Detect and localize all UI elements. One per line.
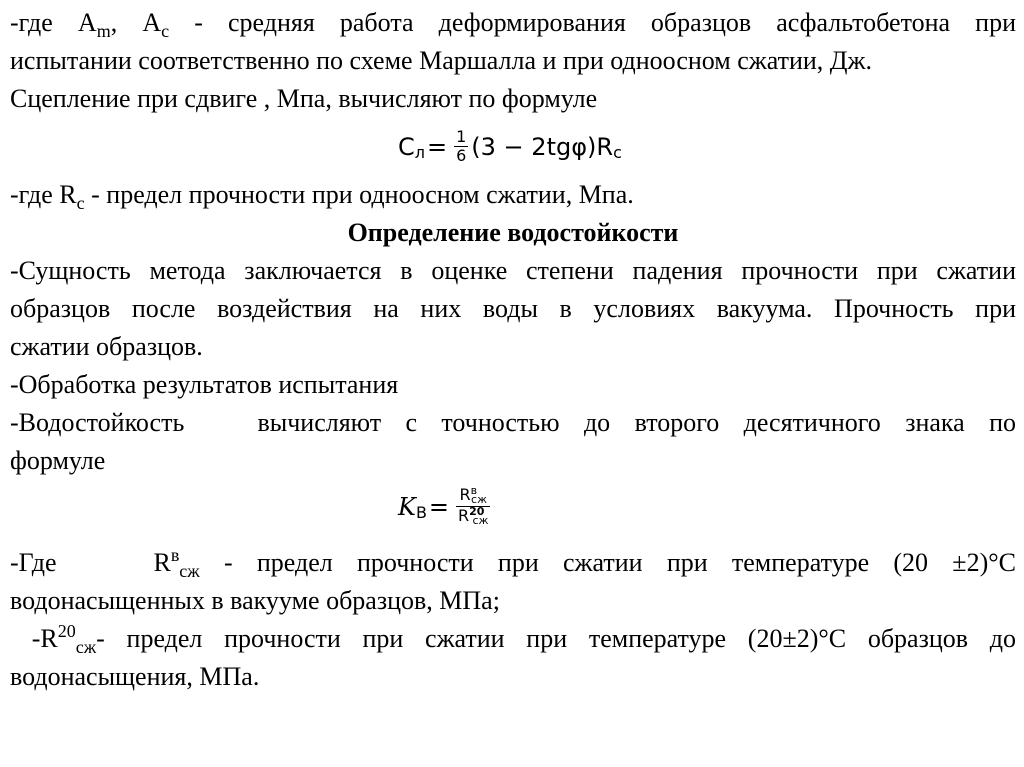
numerator-superscript: в	[470, 484, 478, 497]
subscript-c: c	[161, 21, 170, 41]
text-line-14: водонасыщения, МПа.	[10, 662, 260, 691]
text-line-4	[10, 176, 1016, 214]
formula-subscript: c	[613, 142, 622, 162]
text-line-8: -Обработка результатов испытания	[10, 370, 399, 399]
text-line-6: образцов после воздействия на них воды в условиях вакуума. Прочность при	[10, 294, 1016, 323]
text-line-2: испытании соответственно по схеме Маршалла и при одноосном сжатии, Дж.	[10, 46, 872, 75]
formula-cohesion	[10, 118, 1016, 176]
formula-symbol: C	[398, 132, 415, 161]
section-heading: Определение водостойкости	[347, 218, 679, 247]
superscript-v: в	[170, 545, 180, 565]
formula-cohesion-expression	[398, 128, 622, 165]
text-segment: -Где R	[10, 548, 171, 577]
formula-subscript: л	[414, 142, 425, 162]
text-segment: -R	[10, 624, 58, 653]
formula-rhs: (3 − 2tgφ)R	[471, 132, 614, 161]
formula-water-resistance	[10, 480, 1016, 544]
text-segment: - предел прочности при одноосном сжатии, Мпа.	[84, 180, 634, 209]
fraction-numerator	[457, 486, 489, 506]
formula-equals: =	[428, 492, 450, 521]
formula-fraction	[454, 128, 468, 165]
text-segment: - предел прочности при сжатии при температуре (20 ±2)°С	[199, 548, 1016, 577]
text-line-5: -Сущность метода заключается в оценке степени падения прочности при сжатии	[10, 256, 1016, 285]
text-line-7: сжатии образцов.	[10, 332, 203, 361]
denominator-subscript: сж	[472, 514, 489, 527]
text-line-12: водонасыщенных в вакууме образцов, МПа;	[10, 586, 500, 615]
text-segment: - предел прочности при сжатии при температуре (20±2)°С образцов до	[96, 624, 1016, 653]
subscript-szh: сж	[179, 561, 200, 581]
text-segment: - средняя работа деформирования образцов асфальтобетона при	[169, 8, 1016, 37]
formula-water-resistance-expression	[398, 486, 493, 527]
formula-subscript: В	[415, 502, 427, 522]
formula-equals: =	[427, 132, 448, 161]
numerator-base: R	[459, 485, 471, 504]
denominator-base: R	[458, 506, 470, 525]
formula-fraction	[456, 486, 490, 527]
subscript-c: c	[76, 193, 85, 213]
numerator-subscript: сж	[471, 493, 488, 506]
text-line-3: Сцепление при сдвиге , Мпа, вычисляют по формуле	[10, 84, 598, 113]
fraction-numerator: 1	[456, 127, 467, 146]
text-line-13	[10, 620, 1016, 658]
text-line-1	[10, 4, 1016, 42]
document-page	[10, 4, 1016, 696]
text-segment: , А	[110, 8, 162, 37]
fraction-denominator	[456, 507, 490, 527]
text-segment: -Водостойкость вычисляют с точностью до второго десятичного знака по	[10, 408, 1016, 437]
text-line-11	[10, 544, 1016, 582]
denominator-superscript: 20	[469, 505, 485, 518]
formula-symbol: K	[398, 492, 416, 521]
subscript-m: m	[96, 21, 111, 41]
superscript-20: 20	[57, 621, 76, 641]
text-line-9	[10, 404, 1016, 442]
fraction-denominator: 6	[456, 146, 467, 165]
text-line-10: формуле	[10, 446, 106, 475]
subscript-szh: сж	[75, 637, 97, 657]
text-segment: -где R	[10, 180, 77, 209]
text-segment: -где А	[10, 8, 97, 37]
